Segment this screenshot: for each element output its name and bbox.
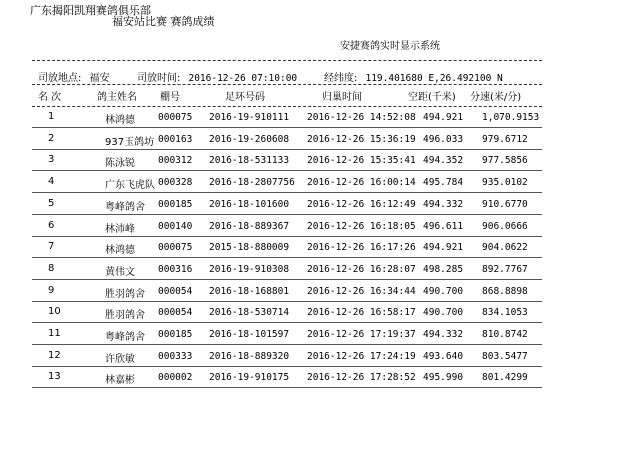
rank-cell: 7 <box>48 241 55 253</box>
loft-cell: 000054 <box>158 307 193 319</box>
distance-cell: 494.921 <box>423 242 464 254</box>
speed-cell: 935.0102 <box>482 177 528 189</box>
ring-cell: 2016-18-2807756 <box>209 177 295 189</box>
speed-cell: 803.5477 <box>482 350 528 362</box>
rank-cell: 9 <box>48 284 55 296</box>
distance-cell: 490.700 <box>423 307 464 319</box>
rank-cell: 11 <box>48 328 61 339</box>
col-distance: 空距(千米) <box>408 92 456 103</box>
owner-cell: 胜羽鸽舍 <box>105 288 145 300</box>
rank-cell: 3 <box>48 154 55 166</box>
col-ring: 足环号码 <box>225 92 265 103</box>
time-label: 司放时间: <box>137 73 181 84</box>
speed-cell: 868.8898 <box>482 285 528 297</box>
distance-cell: 490.700 <box>423 285 464 297</box>
loft-cell: 000075 <box>158 112 193 123</box>
rank-cell: 8 <box>48 262 55 274</box>
loft-cell: 000312 <box>158 155 193 167</box>
col-owner: 鸽主姓名 <box>97 92 137 103</box>
loft-cell: 000333 <box>158 350 193 362</box>
owner-cell: 广东飞虎队 <box>105 180 155 192</box>
arrival-cell: 2016-12-26 16:34:44 <box>307 285 416 297</box>
arrival-cell: 2016-12-26 17:19:37 <box>307 329 416 340</box>
ring-cell: 2016-19-910175 <box>209 372 290 384</box>
release-time <box>137 66 297 85</box>
distance-cell: 496.611 <box>423 220 464 232</box>
table-row <box>32 324 542 345</box>
location-value: 福安 <box>89 73 110 84</box>
speed-cell: 801.4299 <box>482 372 528 384</box>
speed-cell: 910.6770 <box>482 198 528 210</box>
table-row <box>32 216 542 237</box>
table-row <box>32 150 542 171</box>
owner-cell: 937玉鸽坊 <box>105 136 155 148</box>
rank-cell: 2 <box>48 132 55 144</box>
rank-cell: 12 <box>48 349 61 361</box>
speed-cell: 977.5856 <box>482 155 528 167</box>
arrival-cell: 2016-12-26 15:36:19 <box>307 133 416 145</box>
ring-cell: 2016-18-530714 <box>209 307 290 319</box>
distance-cell: 495.784 <box>423 177 464 189</box>
distance-cell: 494.921 <box>423 112 464 123</box>
distance-cell: 496.033 <box>423 133 464 145</box>
table-row <box>32 302 542 323</box>
col-arrival: 归巢时间 <box>322 92 362 103</box>
speed-cell: 906.0666 <box>482 220 528 232</box>
ring-cell: 2015-18-880009 <box>209 242 290 254</box>
loft-cell: 000316 <box>158 263 193 275</box>
speed-cell: 810.8742 <box>482 329 528 340</box>
table-row <box>32 281 542 302</box>
distance-cell: 494.332 <box>423 198 464 210</box>
ring-cell: 2016-19-260608 <box>209 133 290 145</box>
system-name: 安捷赛鸽实时显示系统 <box>340 41 440 52</box>
arrival-cell: 2016-12-26 16:17:26 <box>307 242 416 254</box>
ring-cell: 2016-18-101600 <box>209 198 290 210</box>
distance-cell: 494.332 <box>423 329 464 340</box>
owner-cell: 粤峰鸽舍 <box>105 332 145 343</box>
arrival-cell: 2016-12-26 16:18:05 <box>307 220 416 232</box>
arrival-cell: 2016-12-26 16:12:49 <box>307 198 416 210</box>
rank-cell: 4 <box>48 176 55 188</box>
loft-cell: 000075 <box>158 242 193 254</box>
owner-cell: 林沛峰 <box>105 223 135 235</box>
location-label: 司放地点: <box>38 73 82 84</box>
ring-cell: 2016-18-168801 <box>209 285 290 297</box>
loft-cell: 000185 <box>158 329 193 340</box>
distance-cell: 495.990 <box>423 372 464 384</box>
speed-cell: 979.6712 <box>482 133 528 145</box>
ring-cell: 2016-18-101597 <box>209 329 290 340</box>
owner-cell: 粤峰鸽舍 <box>105 201 145 213</box>
col-speed: 分速(米/分) <box>470 92 522 103</box>
release-coords <box>324 66 503 85</box>
divider-info <box>32 84 542 85</box>
loft-cell: 000054 <box>158 285 193 297</box>
arrival-cell: 2016-12-26 14:52:08 <box>307 112 416 123</box>
table-row <box>32 259 542 280</box>
table-row <box>32 346 542 367</box>
rank-cell: 10 <box>48 306 61 318</box>
row-divider <box>32 387 542 388</box>
rank-cell: 5 <box>48 197 55 209</box>
table-row <box>32 194 542 215</box>
loft-cell: 000002 <box>158 372 193 384</box>
distance-cell: 498.285 <box>423 263 464 275</box>
table-row <box>32 237 542 258</box>
owner-cell: 胜羽鸽舍 <box>105 310 145 322</box>
owner-cell: 黄伟文 <box>105 266 135 278</box>
loft-cell: 000140 <box>158 220 193 232</box>
arrival-cell: 2016-12-26 16:58:17 <box>307 307 416 319</box>
owner-cell: 许欣敏 <box>105 353 135 365</box>
loft-cell: 000328 <box>158 177 193 189</box>
release-info <box>38 66 109 85</box>
arrival-cell: 2016-12-26 16:00:14 <box>307 177 416 189</box>
loft-cell: 000163 <box>158 133 193 145</box>
ring-cell: 2016-18-531133 <box>209 155 290 167</box>
rank-cell: 13 <box>48 371 61 383</box>
table-row <box>32 129 542 150</box>
arrival-cell: 2016-12-26 16:28:07 <box>307 263 416 275</box>
speed-cell: 904.0622 <box>482 242 528 254</box>
club-name: 广东揭阳凯翔赛鸽俱乐部 <box>30 4 151 17</box>
table-row <box>32 107 542 128</box>
speed-cell: 1,070.9153 <box>482 112 540 123</box>
speed-cell: 834.1053 <box>482 307 528 319</box>
owner-cell: 陈泳锐 <box>105 158 135 170</box>
ring-cell: 2016-19-910111 <box>209 112 290 123</box>
distance-cell: 494.352 <box>423 155 464 167</box>
col-rank: 名 次 <box>38 92 62 103</box>
arrival-cell: 2016-12-26 17:28:52 <box>307 372 416 384</box>
loft-cell: 000185 <box>158 198 193 210</box>
table-row <box>32 367 542 388</box>
arrival-cell: 2016-12-26 17:24:19 <box>307 350 416 362</box>
table-header <box>32 87 542 105</box>
owner-cell: 林嘉彬 <box>105 375 135 387</box>
coord-label: 经纬度: <box>324 73 358 84</box>
divider-top <box>32 60 542 61</box>
ring-cell: 2016-18-889367 <box>209 220 290 232</box>
rank-cell: 6 <box>48 219 55 231</box>
owner-cell: 林鸿德 <box>105 245 135 257</box>
race-title: 福安站比赛 赛鸽成绩 <box>112 15 215 28</box>
table-row <box>32 172 542 193</box>
ring-cell: 2016-19-910308 <box>209 263 290 275</box>
owner-cell: 林鸿德 <box>105 115 135 126</box>
distance-cell: 493.640 <box>423 350 464 362</box>
col-loft: 棚号 <box>160 92 180 103</box>
ring-cell: 2016-18-889320 <box>209 350 290 362</box>
coord-value: 119.401680 E,26.492100 N <box>365 73 503 84</box>
speed-cell: 892.7767 <box>482 263 528 275</box>
arrival-cell: 2016-12-26 15:35:41 <box>307 155 416 167</box>
time-value: 2016-12-26 07:10:00 <box>188 73 298 84</box>
rank-cell: 1 <box>48 111 55 122</box>
